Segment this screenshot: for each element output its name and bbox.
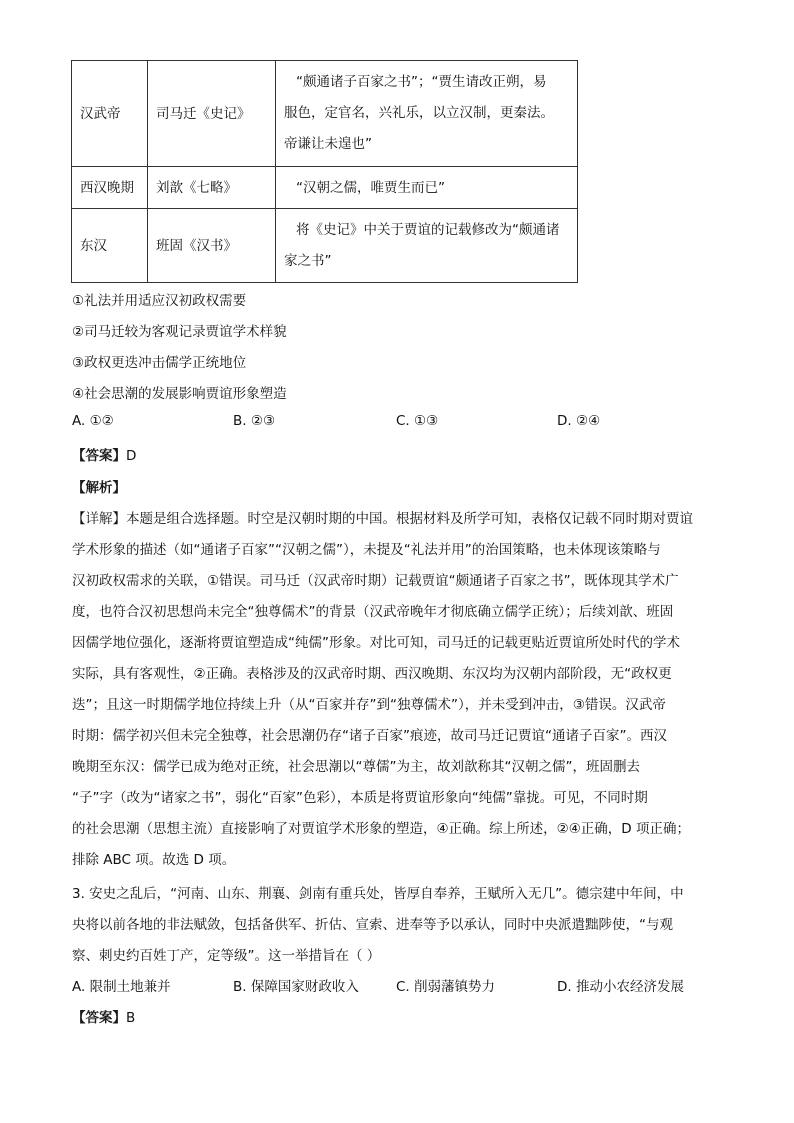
source-cell: 司马迁《史记》	[148, 61, 276, 167]
detail-line: 时期：儒学初兴但未完全独尊，社会思潮仍存“诸子百家”痕迹，故司马迁记贾谊“通诸子百家”。西汉	[72, 728, 667, 744]
answer-label: 【答案】	[72, 1010, 126, 1026]
option-b: B. 保障国家财政收入	[233, 979, 359, 995]
history-table	[71, 60, 578, 283]
statement: ③政权更迭冲击儒学正统地位	[72, 355, 247, 371]
detail-line: 排除 ABC 项。故选 D 项。	[72, 852, 236, 868]
answer-value: B	[126, 1010, 136, 1026]
table-row	[72, 167, 578, 209]
detail-line: 的社会思潮（思想主流）直接影响了对贾谊学术形象的塑造，④正确。综上所述，②④正确，D 项正确；	[72, 821, 690, 837]
content-cell	[276, 167, 578, 209]
statement: ②司马迁较为客观记录贾谊学术样貌	[72, 324, 287, 340]
option-d: D. 推动小农经济发展	[557, 979, 684, 995]
q3-stem-line: 3. 安史之乱后，“河南、山东、荆襄、剑南有重兵处，皆厚自奉养，王赋所入无几”。德宗建中年间，中	[72, 886, 684, 902]
answer-value: D	[126, 448, 137, 464]
option-d: D. ②④	[557, 413, 601, 429]
detail-line: 晚期至东汉：儒学已成为绝对正统，社会思潮以“尊儒”为主，故刘歆称其“汉朝之儒”，班固删去	[72, 759, 640, 775]
detail-line: 实际，具有客观性，②正确。表格涉及的汉武帝时期、西汉晚期、东汉均为汉朝内部阶段，无“政权更	[72, 666, 672, 682]
option-a: A. 限制土地兼并	[72, 979, 171, 995]
detail-line: 【详解】本题是组合选择题。时空是汉朝时期的中国。根据材料及所学可知，表格仅记载不同时期对贾谊	[72, 511, 693, 527]
period-cell: 汉武帝	[72, 61, 148, 167]
analysis-label: 【解析】	[72, 480, 126, 496]
content-line: 将《史记》中关于贾谊的记载修改为“颇通诸	[296, 221, 560, 238]
option-a: A. ①②	[72, 413, 114, 429]
table-row	[72, 61, 578, 167]
option-c: C. ①③	[396, 413, 439, 429]
detail-line: 汉初政权需求的关联，①错误。司马迁（汉武帝时期）记载贾谊“颇通诸子百家之书”，既体现其学术广	[72, 573, 679, 589]
detail-line: 迭”；且这一时期儒学地位持续上升（从“百家并存”到“独尊儒术”），并未受到冲击，③错误。汉武帝	[72, 697, 666, 713]
content-line: 帝谦让未遑也”	[284, 136, 372, 152]
answer-label: 【答案】	[72, 448, 126, 464]
q3-stem-line: 央将以前各地的非法赋敛，包括备供军、折估、宣索、进奉等予以承认，同时中央派遣黜陟使，“与观	[72, 917, 673, 933]
content-line: “汉朝之儒，唯贾生而已”	[296, 179, 445, 196]
detail-line: 学术形象的描述（如“通诸子百家”“汉朝之儒”），未提及“礼法并用”的治国策略，也未体现该策略与	[72, 542, 661, 558]
option-b: B. ②③	[233, 413, 276, 429]
detail-line: 因儒学地位强化，逐渐将贾谊塑造成“纯儒”形象。对比可知，司马迁的记载更贴近贾谊所处时代的学术	[72, 635, 680, 651]
detail-line: “子”字（改为“诸家之书”，弱化“百家”色彩），本质是将贾谊形象向“纯儒”靠拢。可见，不同时期	[72, 790, 648, 806]
period-cell: 西汉晚期	[72, 167, 148, 209]
table-row	[72, 209, 578, 283]
answer-line	[72, 1006, 135, 1026]
statement: ①礼法并用适应汉初政权需要	[72, 293, 247, 309]
source-cell: 班固《汉书》	[148, 209, 276, 283]
content-line: “颇通诸子百家之书”；“贾生请改正朔，易	[296, 74, 547, 90]
content-cell	[276, 61, 578, 167]
content-line: 家之书”	[284, 252, 332, 269]
content-line: 服色，定官名，兴礼乐，以立汉制，更秦法。	[284, 105, 554, 121]
detail-line: 度，也符合汉初思想尚未完全“独尊儒术”的背景（汉武帝晚年才彻底确立儒学正统）；后续刘歆、班固	[72, 604, 674, 620]
q3-stem-line: 察、刺史约百姓丁产，定等级”。这一举措旨在（ ）	[72, 948, 381, 964]
content-cell	[276, 209, 578, 283]
option-c: C. 削弱藩镇势力	[396, 979, 496, 995]
source-cell: 刘歆《七略》	[148, 167, 276, 209]
statement: ④社会思潮的发展影响贾谊形象塑造	[72, 386, 287, 402]
answer-line	[72, 444, 136, 464]
period-cell: 东汉	[72, 209, 148, 283]
